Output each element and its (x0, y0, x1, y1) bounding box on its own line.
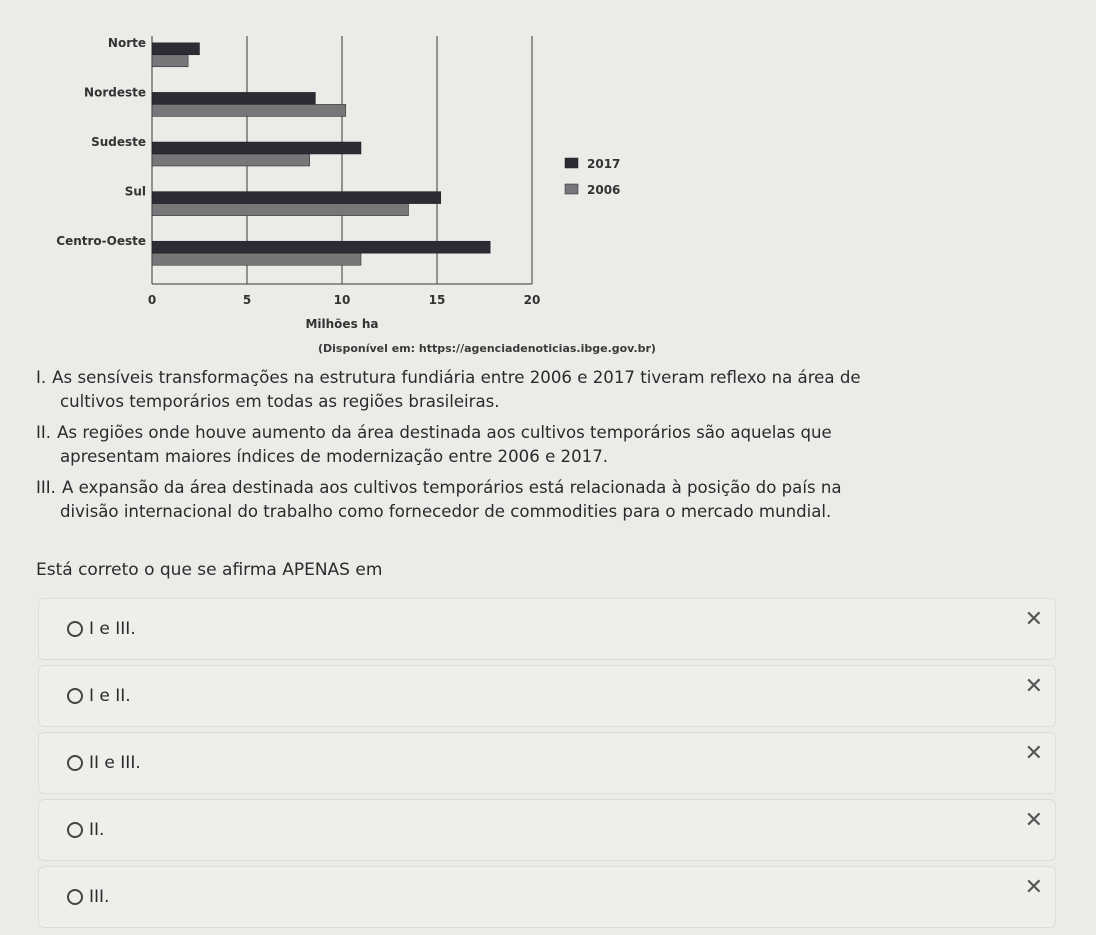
statement-text: A expansão da área destinada aos cultivos temporários está relacionada à posição do país na (61, 478, 842, 497)
x-tick-label: 0 (147, 293, 157, 307)
option-label: I e II. (89, 686, 131, 706)
radio-circle-icon[interactable] (67, 889, 83, 905)
statements-list (36, 366, 1066, 531)
x-tick-label: 5 (242, 293, 252, 307)
bar-2006 (152, 55, 188, 67)
option-label: III. (89, 887, 110, 907)
bar-2017 (152, 192, 441, 204)
radio-circle-icon[interactable] (67, 822, 83, 838)
statement-text-cont: cultivos temporários em todas as regiões brasileiras. (60, 392, 500, 411)
statement-number: III. (36, 478, 56, 497)
option-label: II. (89, 820, 105, 840)
statement-number: I. (36, 368, 47, 387)
x-axis-label: Milhões ha (305, 317, 379, 331)
radio-circle-icon[interactable] (67, 688, 83, 704)
bar-2017 (152, 43, 200, 55)
close-icon[interactable]: ✕ (1024, 808, 1043, 833)
option-3[interactable] (38, 732, 1056, 794)
close-icon[interactable]: ✕ (1024, 607, 1043, 632)
legend-swatch (565, 158, 578, 168)
option-4[interactable] (38, 799, 1056, 861)
statement-text: As sensíveis transformações na estrutura fundiária entre 2006 e 2017 tiveram reflexo na área de (52, 368, 861, 387)
bar-2006 (152, 104, 346, 116)
statement-1 (36, 366, 1066, 414)
bar-2006 (152, 253, 361, 265)
close-icon[interactable]: ✕ (1024, 674, 1043, 699)
bar-2006 (152, 204, 409, 216)
close-icon[interactable]: ✕ (1024, 741, 1043, 766)
bar-chart (0, 0, 700, 360)
x-tick-label: 10 (333, 293, 351, 307)
option-label: II e III. (89, 753, 141, 773)
statement-2 (36, 421, 1066, 469)
statement-3 (36, 476, 1066, 524)
option-5[interactable] (38, 866, 1056, 928)
close-icon[interactable]: ✕ (1024, 875, 1043, 900)
category-label: Nordeste (84, 85, 146, 100)
statement-text-cont: divisão internacional do trabalho como fornecedor de commodities para o mercado mundial. (60, 502, 832, 521)
option-2[interactable] (38, 665, 1056, 727)
source-citation: (Disponível em: https://agenciadenoticias.ibge.gov.br) (318, 342, 656, 355)
bar-2017 (152, 92, 315, 104)
x-tick-label: 15 (428, 293, 446, 307)
legend-swatch (565, 184, 578, 194)
category-label: Sudeste (91, 135, 146, 149)
option-label: I e III. (89, 619, 136, 639)
question-prompt: Está correto o que se afirma APENAS em (36, 560, 383, 580)
bar-2017 (152, 142, 361, 154)
option-1[interactable] (38, 598, 1056, 660)
legend-label: 2017 (587, 157, 621, 171)
chart-svg (0, 0, 700, 340)
statement-text: As regiões onde houve aumento da área destinada aos cultivos temporários são aquelas que (57, 423, 832, 442)
bar-2006 (152, 154, 310, 166)
radio-circle-icon[interactable] (67, 621, 83, 637)
category-label: Sul (124, 184, 146, 199)
legend-label: 2006 (587, 183, 621, 197)
category-label: Centro-Oeste (56, 234, 146, 249)
radio-circle-icon[interactable] (67, 755, 83, 771)
answer-options (38, 598, 1056, 933)
bar-2017 (152, 241, 490, 253)
x-tick-label: 20 (523, 293, 541, 307)
statement-text-cont: apresentam maiores índices de modernização entre 2006 e 2017. (60, 447, 609, 466)
category-label: Norte (107, 35, 146, 50)
statement-number: II. (36, 423, 52, 442)
